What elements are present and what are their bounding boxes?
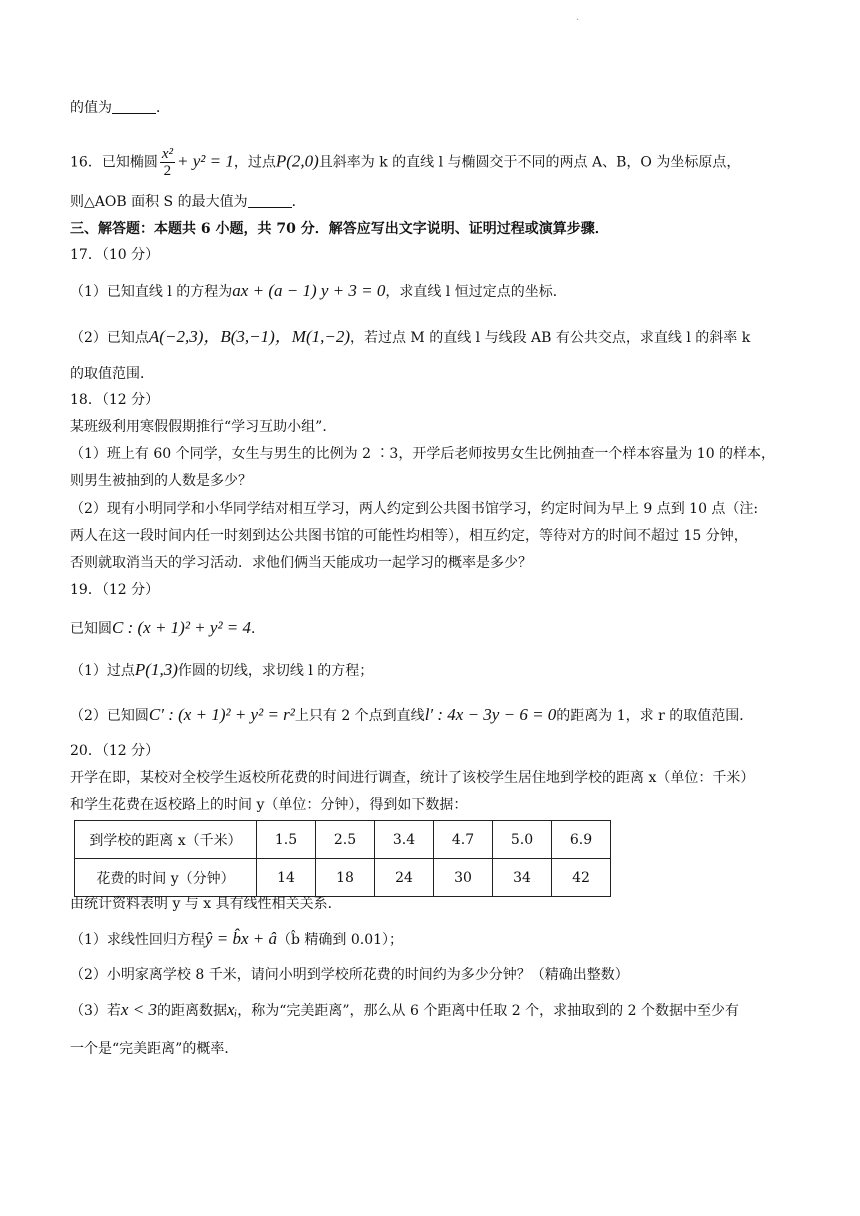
- q16-line1: 16．已知椭圆 $\frac{\text{x²}}{2}$ + y² = 1，过点P(2,0)且斜率为 k 的直线 l 与椭圆交于不同的两点 A、B，O 为坐标原点，: [70, 146, 741, 179]
- q18-part1-l1: （1）班上有 60 个同学，女生与男生的比例为 2 ∶3，开学后老师按男女生比例抽查一个样本容量为 10 的样本，: [70, 446, 776, 462]
- q20-after-table: 由统计资料表明 y 与 x 具有线性相关关系．: [70, 896, 342, 912]
- table-cell: 1.5: [257, 821, 316, 859]
- q15-tail: 的值为 ．: [70, 100, 170, 116]
- table-cell: 30: [434, 859, 493, 897]
- q17-part2-line2: 的取值范围．: [70, 366, 154, 382]
- table-row: [75, 821, 611, 859]
- fraction: $\frac{\text{x²}}{2}$: [161, 146, 173, 179]
- q20-part1: （1）求线性回归方程ŷ = b̂x + â（b̂ 精确到 0.01）；: [70, 929, 404, 948]
- q20-head: 20．（12 分）: [70, 743, 160, 759]
- table-cell: 24: [375, 859, 434, 897]
- q20-intro-l2: 和学生花费在返校路上的时间 y（单位：分钟），得到如下数据：: [70, 797, 468, 813]
- q17-part1: （1）已知直线 l 的方程为ax + (a − 1) y + 3 = 0，求直线 l 恒过定点的坐标．: [70, 281, 567, 300]
- table-cell: 2.5: [316, 821, 375, 859]
- table-cell: 14: [257, 859, 316, 897]
- answer-blank: [248, 193, 292, 208]
- table-cell: 6.9: [552, 821, 611, 859]
- q18-head: 18．（12 分）: [70, 392, 160, 408]
- table-cell: 3.4: [375, 821, 434, 859]
- table-cell: 18: [316, 859, 375, 897]
- q17-part2: （2）已知点A(−2,3)，B(3,−1)，M(1,−2)，若过点 M 的直线 l 与线段 AB 有公共交点，求直线 l 的斜率 k: [70, 327, 751, 346]
- q20-part2: （2）小明家离学校 8 千米，请问小明到学校所花费的时间约为多少分钟？（精确出整数）: [70, 967, 629, 983]
- q19-head: 19．（12 分）: [70, 582, 160, 598]
- q17-head: 17．（10 分）: [70, 247, 160, 263]
- section-3-heading: 三、解答题：本题共 6 小题，共 70 分．解答应写出文字说明、证明过程或演算步骤．: [70, 221, 609, 237]
- table-row-label: 到学校的距离 x（千米）: [75, 821, 257, 859]
- table-cell: 5.0: [493, 821, 552, 859]
- q20-part3-line2: 一个是“完美距离”的概率．: [70, 1041, 239, 1057]
- q18-part1-l2: 则男生被抽到的人数是多少？: [70, 473, 252, 489]
- q18-intro: 某班级利用寒假假期推行“学习互助小组”．: [70, 419, 337, 435]
- table-cell: 4.7: [434, 821, 493, 859]
- table-row-label: 花费的时间 y（分钟）: [75, 859, 257, 897]
- q16-line2: 则△AOB 面积 S 的最大值为 ．: [70, 194, 306, 210]
- table-row: [75, 859, 611, 897]
- table-cell: 34: [493, 859, 552, 897]
- q18-part2-l1: （2）现有小明同学和小华同学结对相互学习，两人约定到公共图书馆学习，约定时间为早上 9 点到 10 点（注:: [70, 501, 759, 517]
- q19-part2: （2）已知圆C′ : (x + 1)² + y² = r²上只有 2 个点到直线l′ : 4x − 3y − 6 = 0的距离为 1，求 r 的取值范围．: [70, 705, 754, 724]
- q20-intro-l1: 开学在即，某校对全校学生返校所花费的时间进行调查，统计了该校学生居住地到学校的距离 x（单位：千米）: [70, 770, 755, 786]
- data-table: [74, 820, 611, 897]
- header-dot: .: [576, 12, 580, 23]
- answer-blank: [112, 99, 156, 114]
- q18-part2-l2: 两人在这一段时间内任一时刻到达公共图书馆的可能性均相等），相互约定，等待对方的时间不超过 15 分钟，: [70, 528, 748, 544]
- table-cell: 42: [552, 859, 611, 897]
- q19-circle: 已知圆C : (x + 1)² + y² = 4．: [70, 618, 266, 637]
- q20-part3: （3）若x < 3的距离数据xᵢ，称为“完美距离”，那么从 6 个距离中任取 2 个，求抽取到的 2 个数据中至少有: [70, 1000, 739, 1019]
- q19-part1: （1）过点P(1,3)作圆的切线，求切线 l 的方程；: [70, 660, 374, 679]
- q18-part2-l3: 否则就取消当天的学习活动．求他们俩当天能成功一起学习的概率是多少？: [70, 555, 532, 571]
